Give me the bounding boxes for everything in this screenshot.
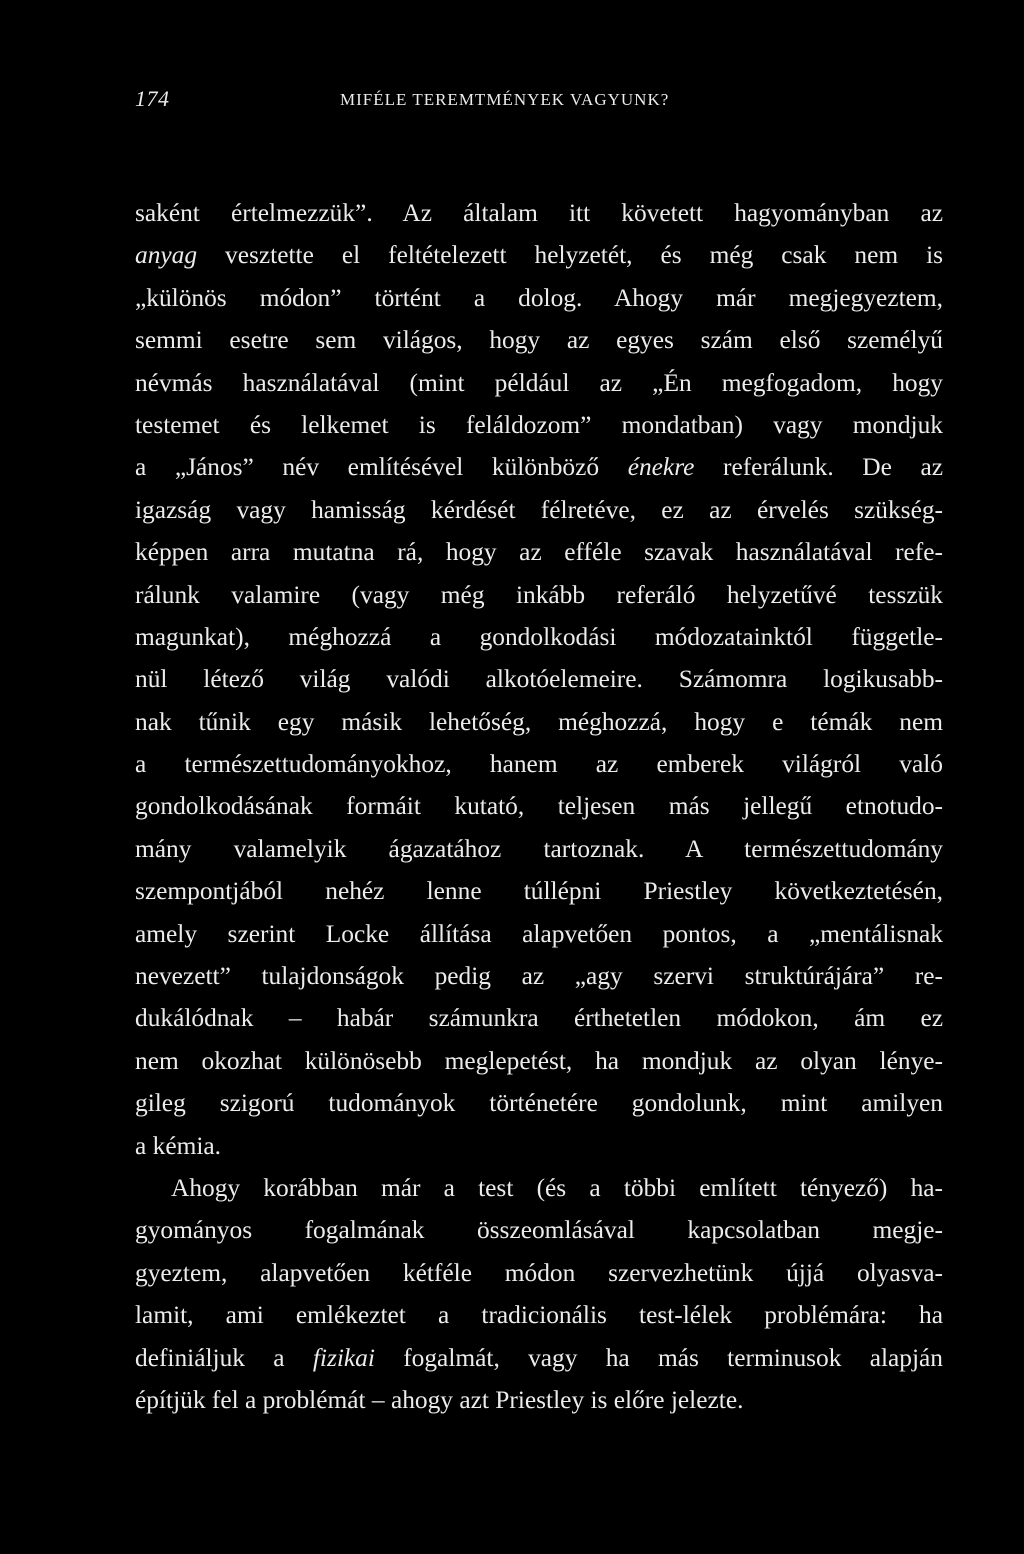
text-segment: Ahogy korábban már a test (és a többi említett tényező) ha- xyxy=(171,1173,943,1202)
text-line xyxy=(135,828,943,870)
text-segment: gyományos fogalmának összeomlásával kapcsolatban megje- xyxy=(135,1216,943,1245)
text-line xyxy=(135,234,943,276)
text-line xyxy=(135,1125,943,1167)
text-segment: amely szerint Locke állítása alapvetően pontos, a „mentálisnak xyxy=(135,919,943,948)
text-segment: rálunk valamire (vagy még inkább referáló helyzetűvé tesszük xyxy=(135,580,943,609)
body-text xyxy=(135,192,943,1421)
text-line xyxy=(135,997,943,1039)
text-segment: saként értelmezzük”. Az általam itt követett hagyományban az xyxy=(135,199,943,227)
italic-term: fizikai xyxy=(312,1343,375,1372)
text-segment: vesztette el feltételezett helyzetét, és még csak nem is xyxy=(197,241,943,270)
text-segment: nak tűnik egy másik lehetőség, méghozzá, hogy e témák nem xyxy=(135,707,943,736)
text-line xyxy=(135,1337,943,1379)
text-line xyxy=(135,1209,943,1251)
text-segment: gileg szigorú tudományok történetére gondolunk, mint amilyen xyxy=(135,1089,943,1118)
text-segment: magunkat), méghozzá a gondolkodási módozatainktól függetle- xyxy=(135,622,943,651)
text-line xyxy=(135,404,943,446)
text-segment: fogalmát, vagy ha más terminusok alapján xyxy=(374,1343,943,1372)
text-segment: képpen arra mutatna rá, hogy az efféle szavak használatával refe- xyxy=(135,538,943,567)
text-segment: építjük fel a problémát – ahogy azt Priestley is előre jelezte. xyxy=(135,1385,744,1414)
text-line xyxy=(135,319,943,361)
text-segment: referálunk. De az xyxy=(694,453,943,482)
text-line xyxy=(135,574,943,616)
text-line xyxy=(135,1040,943,1082)
running-title: MIFÉLE TEREMTMÉNYEK VAGYUNK? xyxy=(340,90,670,109)
text-line xyxy=(135,362,943,404)
text-line xyxy=(135,277,943,319)
text-segment: testemet és lelkemet is feláldozom” mondatban) vagy mondjuk xyxy=(135,410,943,439)
text-line xyxy=(135,955,943,997)
text-segment: gondolkodásának formáit kutató, teljesen más jellegű etnotudo- xyxy=(135,792,943,821)
text-segment: semmi esetre sem világos, hogy az egyes szám első személyű xyxy=(135,326,943,355)
text-line xyxy=(135,1082,943,1124)
text-line xyxy=(135,701,943,743)
text-segment: a kémia. xyxy=(135,1131,222,1160)
text-segment: dukálódnak – habár számunkra érthetetlen módokon, ám ez xyxy=(135,1004,943,1033)
text-segment: nül létező világ valódi alkotóelemeire. Számomra logikusabb- xyxy=(135,665,943,694)
text-segment: igazság vagy hamisság kérdését félretéve, ez az érvelés szükség- xyxy=(135,495,943,524)
text-line xyxy=(135,446,943,488)
italic-term: énekre xyxy=(627,453,695,482)
text-segment: nem okozhat különösebb meglepetést, ha mondjuk az olyan lénye- xyxy=(135,1046,943,1075)
text-line xyxy=(135,870,943,912)
text-segment: a „János” név említésével különböző xyxy=(135,453,628,482)
text-segment: lamit, ami emlékeztet a tradicionális test-lélek problémára: ha xyxy=(135,1301,943,1330)
text-line xyxy=(135,658,943,700)
text-segment: definiáljuk a xyxy=(135,1343,313,1372)
text-line xyxy=(135,913,943,955)
text-line xyxy=(135,1294,943,1336)
text-line xyxy=(135,192,943,234)
text-line xyxy=(135,489,943,531)
text-line xyxy=(135,1252,943,1294)
text-line xyxy=(135,1379,943,1421)
paragraph xyxy=(135,192,943,1167)
text-line xyxy=(135,616,943,658)
text-line xyxy=(135,531,943,573)
italic-term: anyag xyxy=(135,241,198,270)
running-head xyxy=(135,86,895,118)
paragraph xyxy=(135,1167,943,1421)
text-line xyxy=(135,743,943,785)
text-segment: a természettudományokhoz, hanem az emberek világról való xyxy=(135,750,943,779)
text-line xyxy=(135,785,943,827)
text-line xyxy=(135,1167,943,1209)
page-number: 174 xyxy=(135,86,170,111)
text-segment: névmás használatával (mint például az „Én megfogadom, hogy xyxy=(135,368,943,397)
text-segment: „különös módon” történt a dolog. Ahogy már megjegyeztem, xyxy=(135,283,943,312)
text-segment: szempontjából nehéz lenne túllépni Priestley következtetésén, xyxy=(135,877,943,906)
text-segment: mány valamelyik ágazatához tartoznak. A természettudomány xyxy=(135,834,943,863)
text-segment: gyeztem, alapvetően kétféle módon szervezhetünk újjá olyasva- xyxy=(135,1258,943,1287)
text-segment: nevezett” tulajdonságok pedig az „agy szervi struktúrájára” re- xyxy=(135,962,943,991)
